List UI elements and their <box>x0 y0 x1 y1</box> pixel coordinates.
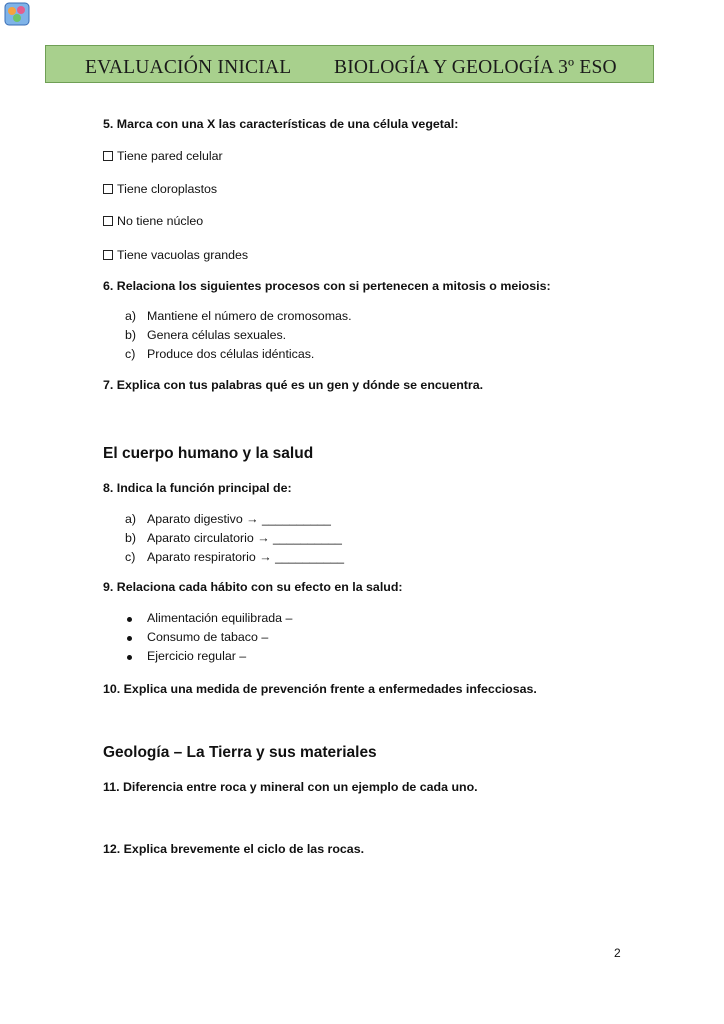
header-title-right: BIOLOGÍA Y GEOLOGÍA 3º ESO <box>334 57 617 78</box>
question-9: 9. Relaciona cada hábito con su efecto en la salud: <box>103 580 403 594</box>
option-label: Tiene cloroplastos <box>117 182 218 196</box>
question-12: 12. Explica brevemente el ciclo de las rocas. <box>103 842 365 856</box>
checkbox-icon[interactable] <box>103 151 113 161</box>
checkbox-option <box>103 248 248 262</box>
checkbox-icon[interactable] <box>103 250 113 260</box>
logo <box>4 2 30 36</box>
option-label: Tiene pared celular <box>117 149 223 163</box>
checkbox-option <box>103 182 217 196</box>
option-label: No tiene núcleo <box>117 214 204 228</box>
checkbox-option <box>103 149 223 163</box>
checkbox-option <box>103 214 203 228</box>
bullet-icon <box>127 636 132 641</box>
question-6: 6. Relaciona los siguientes procesos con si pertenecen a mitosis o meiosis: <box>103 279 551 293</box>
section-title: El cuerpo humano y la salud <box>103 445 314 462</box>
option-label: Tiene vacuolas grandes <box>117 248 249 262</box>
header-title-left: EVALUACIÓN INICIAL <box>85 57 292 78</box>
question-5: 5. Marca con una X las características de una célula vegetal: <box>103 117 459 131</box>
checkbox-icon[interactable] <box>103 216 113 226</box>
bullet-icon <box>127 617 132 622</box>
section-title: Geología – La Tierra y sus materiales <box>103 744 377 761</box>
question-8: 8. Indica la función principal de: <box>103 481 292 495</box>
question-10: 10. Explica una medida de prevención frente a enfermedades infecciosas. <box>103 682 537 696</box>
question-11: 11. Diferencia entre roca y mineral con un ejemplo de cada uno. <box>103 780 478 794</box>
checkbox-icon[interactable] <box>103 184 113 194</box>
question-7: 7. Explica con tus palabras qué es un gen y dónde se encuentra. <box>103 378 484 392</box>
bullet-icon <box>127 655 132 660</box>
page-header <box>45 45 654 83</box>
page-number: 2 <box>614 946 621 960</box>
